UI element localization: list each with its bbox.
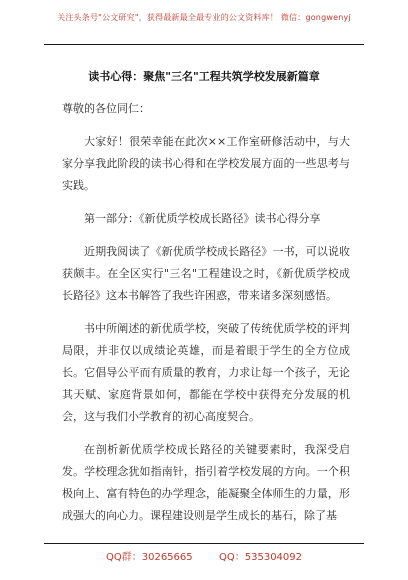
section-heading-1: 第一部分：《新优质学校成长路径》读书心得分享 xyxy=(84,212,321,225)
footer-qq-group: QQ群：30265665 xyxy=(105,552,193,563)
header-promo: 关注头条号"公文研究"，获得最新最全最专业的公文资料库！ 微信：gongwenyj xyxy=(57,13,351,22)
header-divider xyxy=(44,44,364,45)
footer-qq: QQ：535304092 xyxy=(219,552,303,563)
footer-divider xyxy=(44,543,364,544)
paragraph-3: 书中所阐述的新优质学校，突破了传统优质学校的评判局限，并非仅以成绩论英雄，而是着眼于学生的全方位成长。它倡导公平而有质量的教育，力求让每一个孩子，无论其天赋、家庭背景如何，都能在学校中获得充分发展的机会，这与我们小学教育的初心高度契合。 xyxy=(62,322,350,423)
paragraph-1: 大家好！很荣幸能在此次××工作室研修活动中，与大家分享我此阶段的读书心得和在学校发展方面的一些思考与实践。 xyxy=(62,135,350,192)
document-title: 读书心得：聚焦"三名"工程共筑学校发展新篇章 xyxy=(88,70,320,83)
paragraph-2: 近期我阅读了《新优质学校成长路径》一书，可以说收获颇丰。在全区实行"三名"工程建设之时，《新优质学校成长路径》这本书解答了我些许困惑，带来诸多深刻感悟。 xyxy=(62,245,350,302)
salutation: 尊敬的各位同仁： xyxy=(62,102,150,115)
footer-contact xyxy=(0,548,408,563)
document-body xyxy=(62,98,350,527)
paragraph-4: 在剖析新优质学校成长路径的关键要素时，我深受启发。学校理念犹如指南针，指引着学校发展的方向。一个积极向上、富有特色的办学理念，能凝聚全体师生的力量，形成强大的向心力。课程建设则是学生成长的基石，除了基 xyxy=(62,443,350,522)
